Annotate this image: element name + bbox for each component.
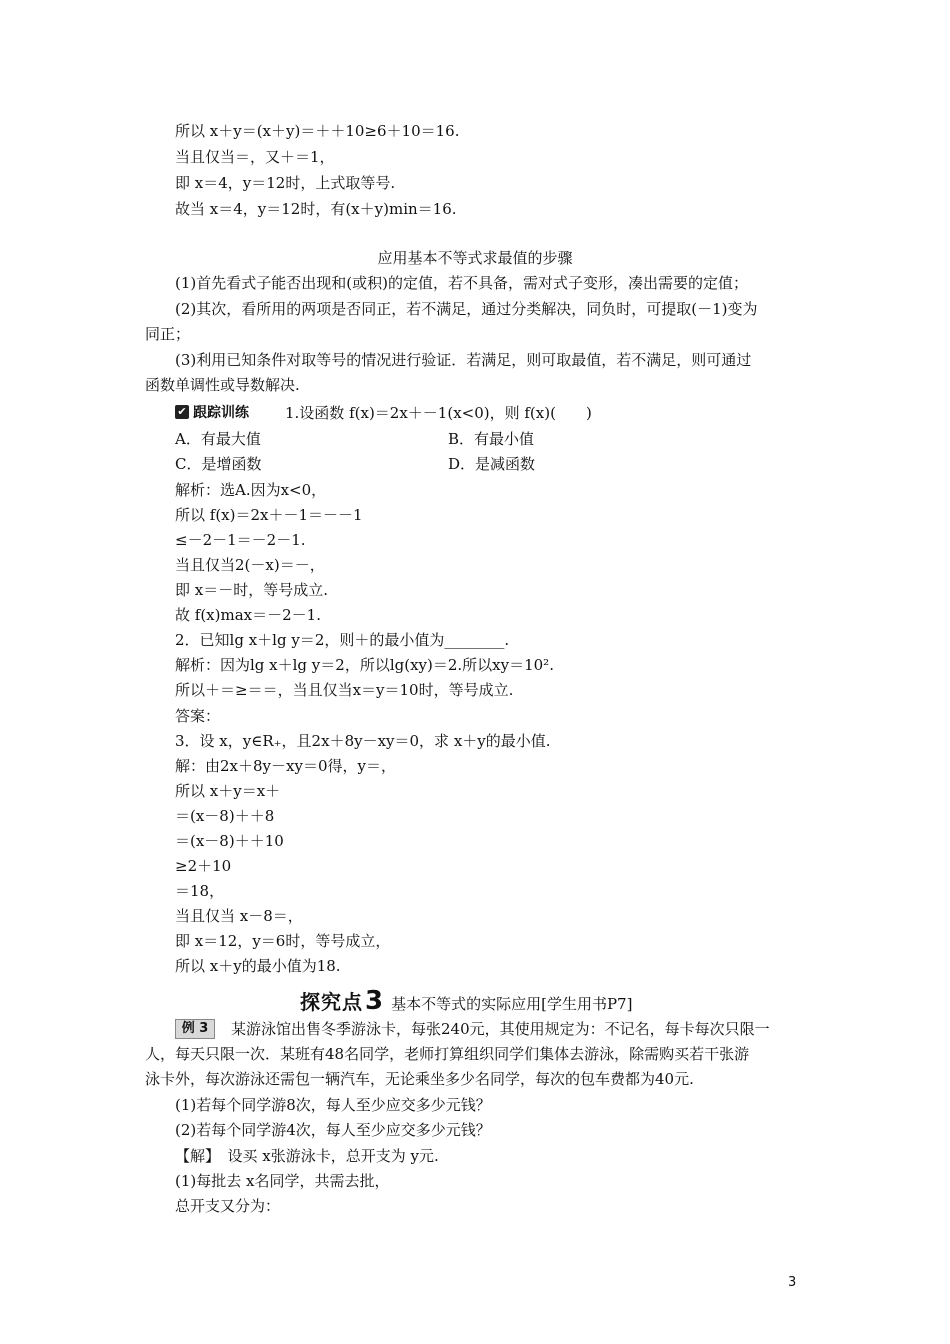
practice-badge xyxy=(175,402,249,422)
solution-line: 所以 x＋y＝x＋ xyxy=(175,782,281,800)
text-line: 即 x＝4，y＝12时，上式取等号. xyxy=(175,174,396,192)
solution-line: 解析：因为lg x＋lg y＝2，所以lg(xy)＝2.所以xy＝10². xyxy=(175,656,554,674)
solution-line: 所以＋＝≥＝＝，当且仅当x＝y＝10时，等号成立. xyxy=(175,681,514,699)
solution-line: 解析：选A.因为x<0， xyxy=(175,481,327,499)
section-heading xyxy=(300,986,633,1016)
example-badge: 例 3 xyxy=(175,1019,215,1039)
solution-line: 所以 x＋y的最小值为18. xyxy=(175,957,341,975)
page-number: 3 xyxy=(788,1275,797,1290)
solution-line: 总开支又分为： xyxy=(175,1197,281,1215)
text-line: 所以 x＋y＝(x＋y)＝＋＋10≥6＋10＝16. xyxy=(175,122,460,140)
question-1: 1.设函数 f(x)＝2x＋－1(x<0)，则 f(x)( ) xyxy=(285,404,592,422)
solution-line: ＝18， xyxy=(175,882,225,900)
text-line: (1)首先看式子能否出现和(或积)的定值，若不具备，需对式子变形，凑出需要的定值； xyxy=(175,274,748,292)
example-text: 泳卡外，每次游泳还需包一辆汽车，无论乘坐多少名同学，每次的包车费都为40元. xyxy=(145,1070,694,1088)
section-number: 3 xyxy=(365,986,384,1016)
solution-line: ＝(x－8)＋＋10 xyxy=(175,832,284,850)
solution-line: 故 f(x)max＝－2－1. xyxy=(175,606,321,624)
solution-line: 即 x＝－时，等号成立. xyxy=(175,581,328,599)
question-2: 2．已知lg x＋lg y＝2，则＋的最小值为________. xyxy=(175,631,510,649)
solution-line: ≤－2－1＝－2－1. xyxy=(175,531,306,549)
steps-title: 应用基本不等式求最值的步骤 xyxy=(377,249,573,267)
solution-line: 即 x＝12，y＝6时，等号成立， xyxy=(175,932,391,950)
example-question-2: (2)若每个同学游4次，每人至少应交多少元钱？ xyxy=(175,1121,491,1139)
question-3: 3．设 x，y∈R₊，且2x＋8y－xy＝0，求 x＋y的最小值. xyxy=(175,732,551,750)
practice-badge-label: 跟踪训练 xyxy=(193,405,249,421)
text-line: (3)利用已知条件对取等号的情况进行验证．若满足，则可取最值，若不满足，则可通过 xyxy=(175,351,752,369)
example-question-1: (1)若每个同学游8次，每人至少应交多少元钱？ xyxy=(175,1096,491,1114)
text-line: 故当 x＝4，y＝12时，有(x＋y)min＝16. xyxy=(175,200,457,218)
option-a: A．有最大值 xyxy=(175,430,261,448)
example-text: 某游泳馆出售冬季游泳卡，每张240元，其使用规定为：不记名，每卡每次只限一 xyxy=(231,1020,770,1038)
solution-line: 所以 f(x)＝2x＋－1＝－－1 xyxy=(175,506,363,524)
text-line: 当且仅当＝，又＋＝1， xyxy=(175,148,335,166)
solution-line: 解：由2x＋8y－xy＝0得，y＝， xyxy=(175,757,396,775)
check-icon: ✔ xyxy=(175,405,189,419)
solution-line: ＝(x－8)＋＋8 xyxy=(175,807,275,825)
solution-line: ≥2＋10 xyxy=(175,857,232,875)
section-head-label: 探究点 xyxy=(300,990,363,1014)
section-title: 基本不等式的实际应用[学生用书P7] xyxy=(391,995,633,1013)
text-line: (2)其次，看所用的两项是否同正，若不满足，通过分类解决，同负时，可提取(－1)变为 xyxy=(175,300,758,318)
option-b: B．有最小值 xyxy=(448,430,535,448)
answer-label: 答案： xyxy=(175,707,221,725)
text-line: 同正； xyxy=(145,325,191,343)
example-text: 人，每天只限一次．某班有48名同学，老师打算组织同学们集体去游泳，除需购买若干张游 xyxy=(145,1045,750,1063)
text-line: 函数单调性或导数解决. xyxy=(145,376,300,394)
solution-line: 当且仅当2(－x)＝－， xyxy=(175,556,325,574)
option-d: D．是减函数 xyxy=(448,455,536,473)
solution-line: 当且仅当 x－8＝， xyxy=(175,907,303,925)
solution-line: (1)每批去 x名同学，共需去批， xyxy=(175,1172,390,1190)
option-c: C．是增函数 xyxy=(175,455,262,473)
solution-heading: 【解】 设买 x张游泳卡，总开支为 y元. xyxy=(175,1147,439,1165)
